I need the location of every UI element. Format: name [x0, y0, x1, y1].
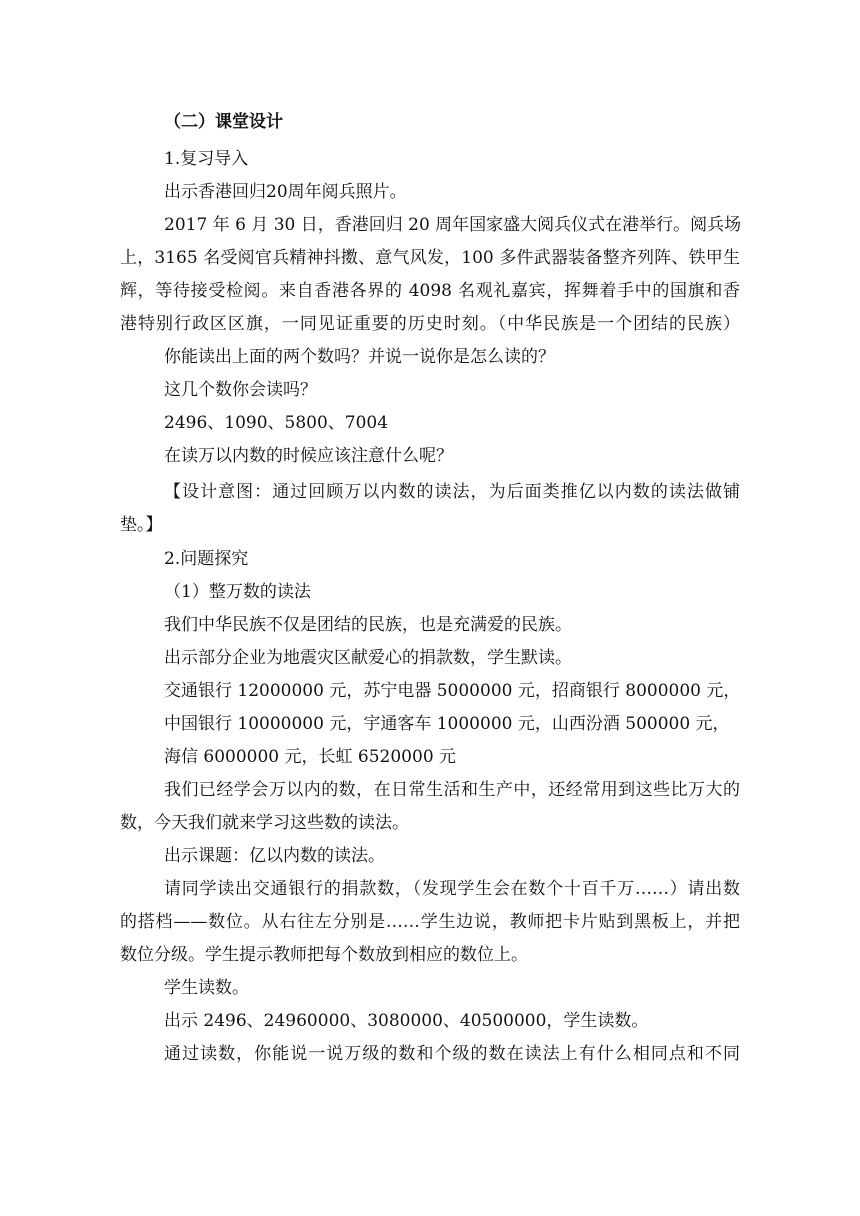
paragraph-line: 辉，等待接受检阅。来自香港各界的 4098 名观礼嘉宾，挥舞着手中的国旗和香: [120, 281, 740, 301]
paragraph-line: 这几个数你会读吗？: [164, 380, 317, 400]
design-intent-note: 【设计意图：通过回顾万以内数的读法，为后面类推亿以内数的读法做铺: [164, 482, 740, 502]
paragraph-line: 你能读出上面的两个数吗？并说一说你是怎么读的？: [164, 347, 555, 367]
paragraph-line: 2017 年 6 月 30 日，香港回归 20 周年国家盛大阅兵仪式在港举行。阅兵场: [164, 215, 742, 235]
paragraph-line: 上，3165 名受阅官兵精神抖擞、意气风发，100 多件武器装备整齐列阵、铁甲生: [120, 248, 740, 268]
paragraph-line: 数，今天我们就来学习这些数的读法。: [120, 813, 409, 833]
paragraph-line: 数位分级。学生提示教师把每个数放到相应的数位上。: [120, 945, 528, 965]
donation-line: 海信 6000000 元，长虹 6520000 元: [164, 747, 457, 767]
paragraph-line: 我们已经学会万以内的数，在日常生活和生产中，还经常用到这些比万大的: [164, 780, 740, 800]
paragraph-line: 通过读数，你能说一说万级的数和个级的数在读法上有什么相同点和不同: [164, 1044, 740, 1064]
paragraph-line: 出示部分企业为地震灾区献爱心的捐款数，学生默读。: [164, 648, 572, 668]
donation-line: 交通银行 12000000 元，苏宁电器 5000000 元，招商银行 8000000 元，: [164, 681, 741, 701]
paragraph-line: 我们中华民族不仅是团结的民族，也是充满爱的民族。: [164, 615, 572, 635]
donation-line: 中国银行 10000000 元，宇通客车 1000000 元，山西汾酒 500000 元，: [164, 714, 730, 734]
paragraph-line: 请同学读出交通银行的捐款数，（发现学生会在数个十百千万……）请出数: [164, 879, 740, 899]
paragraph-line: 在读万以内数的时候应该注意什么呢？: [164, 446, 453, 466]
paragraph-line: 出示课题：亿以内数的读法。: [164, 846, 385, 866]
paragraph-line: 港特别行政区区旗，一同见证重要的历史时刻。（中华民族是一个团结的民族）: [120, 314, 740, 334]
paragraph-line: 出示 2496、24960000、3080000、40500000，学生读数。: [164, 1011, 649, 1031]
subsection-title: 1.复习导入: [164, 149, 249, 169]
paragraph-line: 的搭档——数位。从右往左分别是……学生边说，教师把卡片贴到黑板上，并把: [120, 912, 740, 932]
subsection-title: 2.问题探究: [164, 549, 249, 569]
design-intent-note: 垫。】: [120, 515, 163, 535]
paragraph-line: 学生读数。: [164, 978, 249, 998]
subsection-title: （1）整万数的读法: [164, 582, 311, 602]
number-list: 2496、1090、5800、7004: [164, 413, 389, 433]
section-heading: （二）课堂设计: [164, 112, 283, 132]
paragraph-line: 出示香港回归20周年阅兵照片。: [164, 182, 407, 202]
